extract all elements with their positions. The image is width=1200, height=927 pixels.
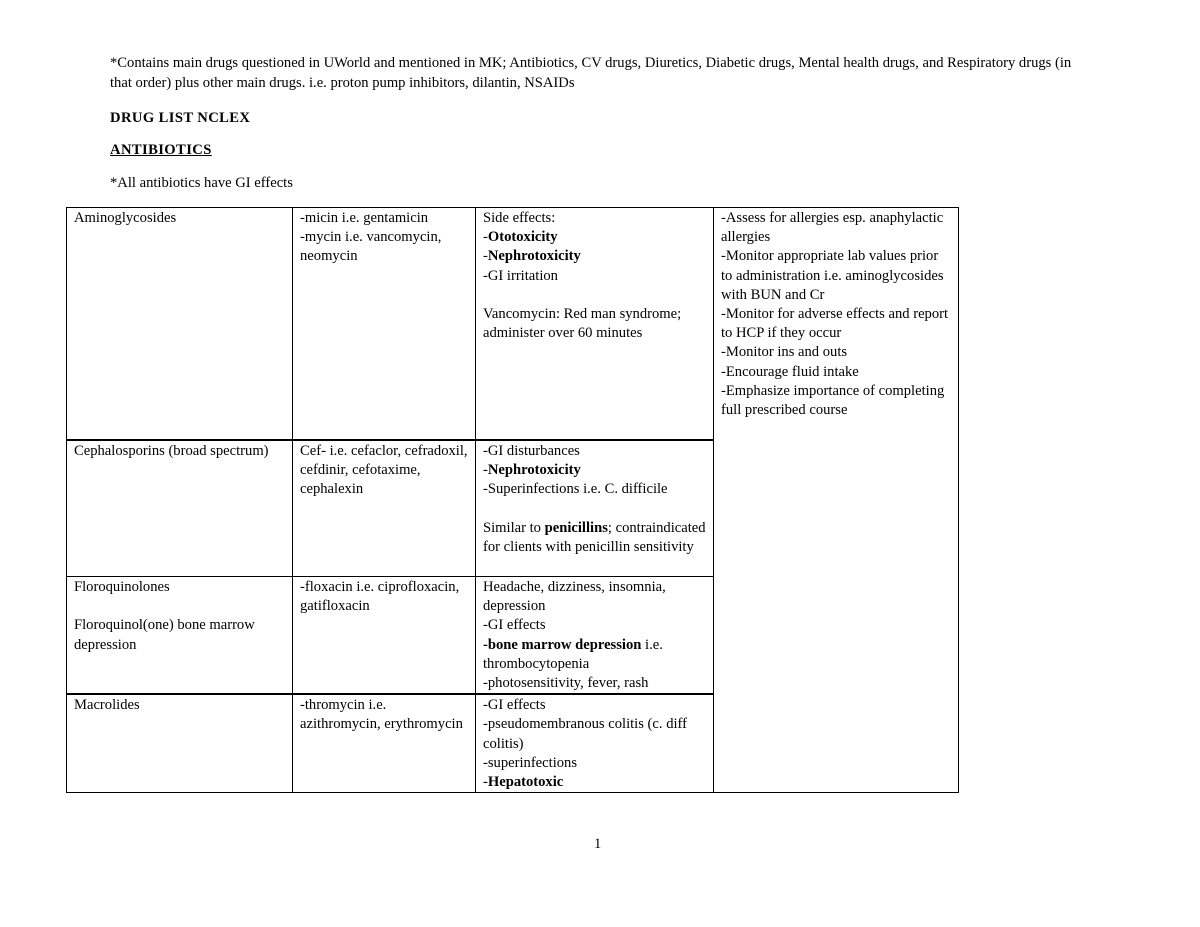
nursing-item: -Monitor ins and outs	[721, 344, 848, 361]
side-effect: -Ototoxicity	[483, 229, 558, 246]
antibiotics-note: *All antibiotics have GI effects	[110, 175, 293, 191]
nursing-item: -Encourage fluid intake	[721, 363, 859, 380]
nursing-item: -Emphasize importance of completing full prescribed course	[721, 382, 945, 419]
drug-class-cell	[67, 208, 293, 441]
nursing-item: -Monitor for adverse effects and report to HCP if they occur	[721, 306, 949, 342]
drug-examples-cell	[293, 694, 476, 793]
page-number: 1	[594, 836, 602, 852]
drug-example: -micin i.e. gentamicin	[300, 210, 429, 226]
drug-class-mnemonic: Floroquinol(one) bone marrow depression	[74, 617, 255, 653]
side-effect-emphasis: Nephrotoxicity	[487, 462, 581, 479]
drug-example: -thromycin i.e. azithromycin, erythromycin	[300, 697, 463, 733]
side-effect: -Hepatotoxic	[483, 774, 564, 791]
drug-class: Aminoglycosides	[74, 210, 177, 226]
document-title: DRUG LIST NCLEX	[110, 110, 251, 126]
side-effect: Side effects:	[483, 210, 556, 226]
drug-class: Cephalosporins (broad spectrum)	[74, 443, 269, 459]
side-effect: Similar to penicillins; contraindicated for clients with penicillin sensitivity	[483, 519, 706, 555]
side-effects-cell	[476, 440, 714, 577]
side-effect: -GI irritation	[483, 267, 558, 284]
drug-class-cell	[67, 577, 293, 695]
side-effect-emphasis: Nephrotoxicity	[487, 248, 581, 265]
side-effect: Vancomycin: Red man syndrome; administer over 60 minutes	[483, 306, 682, 342]
side-effect: -Superinfections i.e. C. difficile	[483, 481, 668, 498]
side-effect: -pseudomembranous colitis (c. diff colitis)	[483, 716, 687, 752]
side-effect-emphasis: Hepatotoxic	[487, 774, 564, 791]
side-effect: -Nephrotoxicity	[483, 248, 581, 265]
side-effect: -photosensitivity, fever, rash	[483, 675, 649, 692]
side-effect: -bone marrow depression i.e. thrombocytopenia	[483, 636, 663, 672]
side-effect: -GI effects	[483, 697, 546, 714]
side-effects-cell	[476, 694, 714, 793]
side-effect-emphasis: penicillins	[544, 519, 608, 536]
intro-paragraph: *Contains main drugs questioned in UWorld and mentioned in MK; Antibiotics, CV drugs, Diuretics, Diabetic drugs, Mental health drugs, and Respiratory drugs (in that order) plus other main drugs. i.e. proton pump inhibitors, dilantin, NSAIDs	[110, 55, 1072, 91]
side-effect-emphasis: Ototoxicity	[487, 229, 558, 246]
drug-class-cell	[67, 440, 293, 577]
drug-examples-cell	[293, 577, 476, 695]
side-effect: Headache, dizziness, insomnia, depression	[483, 579, 666, 615]
drug-example: -floxacin i.e. ciprofloxacin, gatifloxacin	[300, 579, 460, 615]
nursing-item: -Monitor appropriate lab values prior to administration i.e. aminoglycosides with BUN and Cr	[721, 248, 944, 303]
section-title-antibiotics: ANTIBIOTICS	[110, 142, 212, 158]
side-effect-emphasis: -bone marrow depression	[483, 636, 642, 653]
drug-class: Floroquinolones	[74, 579, 170, 595]
side-effect: -superinfections	[483, 754, 578, 771]
drug-class: Macrolides	[74, 697, 140, 714]
nursing-item: -Assess for allergies esp. anaphylactic allergies	[721, 210, 944, 246]
drug-examples-cell	[293, 208, 476, 441]
drug-examples-cell	[293, 440, 476, 577]
side-effects-cell	[476, 577, 714, 695]
drug-class-cell	[67, 694, 293, 793]
antibiotics-table	[66, 207, 959, 793]
side-effects-cell	[476, 208, 714, 441]
side-effect: -GI disturbances	[483, 443, 580, 459]
side-effect: -Nephrotoxicity	[483, 462, 581, 479]
side-effect: -GI effects	[483, 617, 546, 634]
drug-example: -mycin i.e. vancomycin, neomycin	[300, 229, 442, 265]
nursing-considerations-cell	[714, 208, 959, 793]
table-row	[67, 208, 959, 441]
drug-example: Cef- i.e. cefaclor, cefradoxil, cefdinir, cefotaxime, cephalexin	[300, 443, 468, 498]
